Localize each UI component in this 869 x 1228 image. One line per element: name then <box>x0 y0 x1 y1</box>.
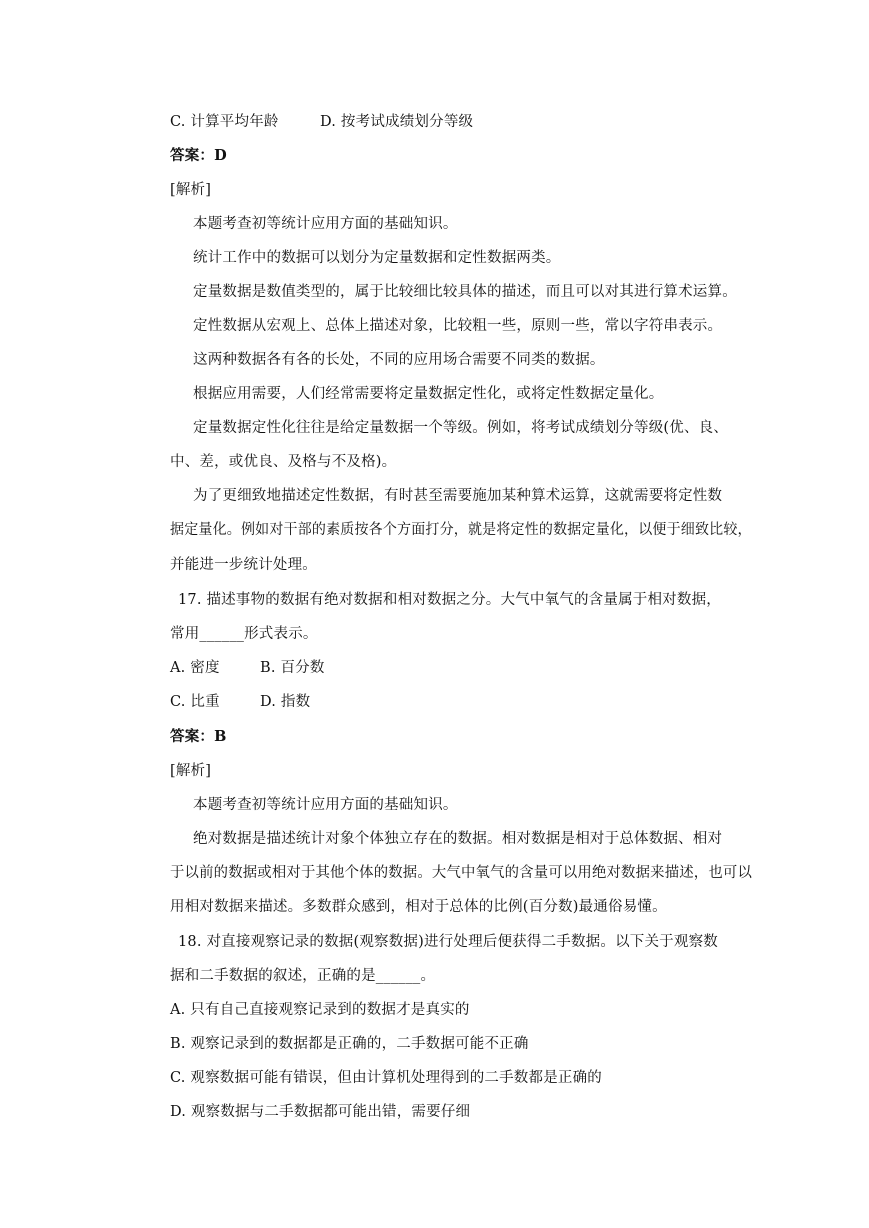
q16-analysis-line: 根据应用需要，人们经常需要将定量数据定性化，或将定性数据定量化。 <box>193 386 664 402</box>
q16-analysis-line: 统计工作中的数据可以划分为定量数据和定性数据两类。 <box>193 250 561 266</box>
q17-option-c: C. 比重 <box>170 694 220 710</box>
q17-option-b: B. 百分数 <box>260 660 325 676</box>
q17-analysis-line: 本题考查初等统计应用方面的基础知识。 <box>193 797 458 813</box>
q16-analysis-line: 定量数据定性化往往是给定量数据一个等级。例如，将考试成绩划分等级(优、良、 <box>193 420 729 436</box>
q16-analysis-line: 中、差，或优良、及格与不及格)。 <box>170 454 397 470</box>
q16-analysis-line: 并能进一步统计处理。 <box>170 557 317 573</box>
q17-option-d: D. 指数 <box>260 694 311 710</box>
q16-option-d: D. 按考试成绩划分等级 <box>320 114 474 130</box>
q17-answer: 答案：B <box>170 728 227 745</box>
q16-analysis-label: [解析] <box>170 182 212 198</box>
q17-stem-line: 常用______形式表示。 <box>170 626 318 642</box>
q17-analysis-line: 绝对数据是描述统计对象个体独立存在的数据。相对数据是相对于总体数据、相对 <box>193 831 723 847</box>
q17-analysis-label: [解析] <box>170 763 212 779</box>
q18-option-b: B. 观察记录到的数据都是正确的，二手数据可能不正确 <box>170 1036 529 1052</box>
q17-option-a: A. 密度 <box>170 660 220 676</box>
q18-option-a: A. 只有自己直接观察记录到的数据才是真实的 <box>170 1002 470 1018</box>
q16-analysis-line: 本题考查初等统计应用方面的基础知识。 <box>193 216 458 232</box>
q16-analysis-line: 据定量化。例如对干部的素质按各个方面打分，就是将定性的数据定量化，以便于细致比较， <box>170 522 752 538</box>
q16-analysis-line: 为了更细致地描述定性数据，有时甚至需要施加某种算术运算，这就需要将定性数 <box>193 488 723 504</box>
q16-analysis-line: 定性数据从宏观上、总体上描述对象，比较粗一些，原则一些，常以字符串表示。 <box>193 318 723 334</box>
q16-answer: 答案：D <box>170 147 227 164</box>
q18-option-c: C. 观察数据可能有错误，但由计算机处理得到的二手数都是正确的 <box>170 1070 602 1086</box>
q16-analysis-line: 这两种数据各有各的长处，不同的应用场合需要不同类的数据。 <box>193 352 605 368</box>
q17-analysis-line: 于以前的数据或相对于其他个体的数据。大气中氧气的含量可以用绝对数据来描述，也可以 <box>170 865 753 881</box>
q16-option-c: C. 计算平均年龄 <box>170 114 279 130</box>
q16-analysis-line: 定量数据是数值类型的，属于比较细比较具体的描述，而且可以对其进行算术运算。 <box>193 284 737 300</box>
q18-option-d: D. 观察数据与二手数据都可能出错，需要仔细 <box>170 1104 471 1120</box>
q17-stem-line: 17. 描述事物的数据有绝对数据和相对数据之分。大气中氧气的含量属于相对数据， <box>178 592 721 608</box>
q18-stem-line: 据和二手数据的叙述，正确的是______。 <box>170 968 436 984</box>
q17-analysis-line: 用相对数据来描述。多数群众感到，相对于总体的比例(百分数)最通俗易懂。 <box>170 899 667 915</box>
q18-stem-line: 18. 对直接观察记录的数据(观察数据)进行处理后便获得二手数据。以下关于观察数 <box>178 934 718 950</box>
